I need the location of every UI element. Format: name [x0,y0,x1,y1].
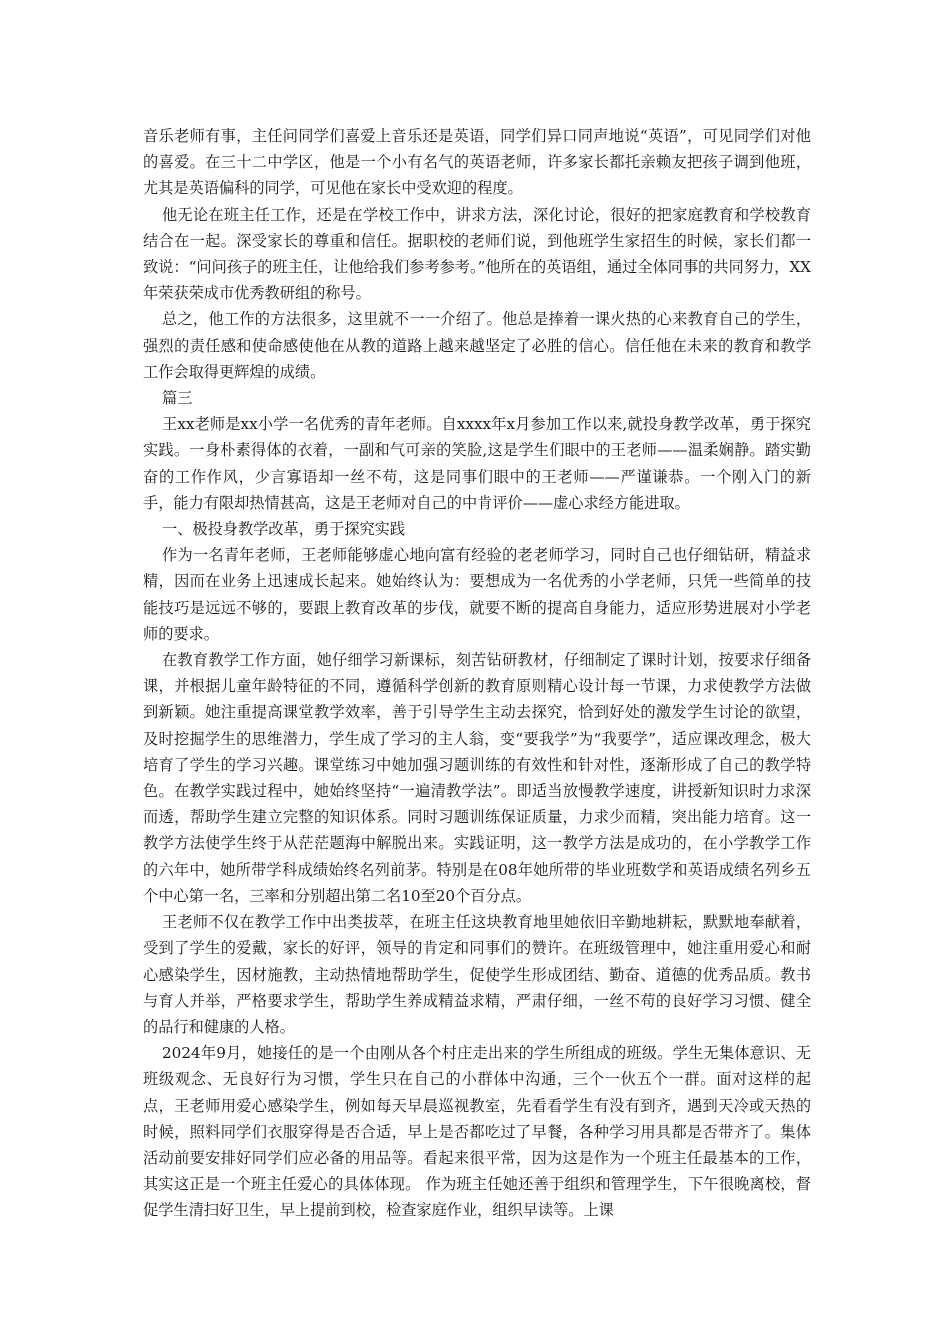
paragraph: 王xx老师是xx小学一名优秀的青年老师。自xxxx年x月参加工作以来,就投身教学改革，勇于探究实践。一身朴素得体的衣着，一副和气可亲的笑脸,这是学生们眼中的王老师——温柔娴静。踏实勤奋的工作作风，少言寡语却一丝不苟，这是同事们眼中的王老师——严谨谦恭。一个刚入门的新手，能力有限却热情甚高，这是王老师对自己的中肯评价——虚心求经方能进取。 [143,415,811,512]
paragraph: 音乐老师有事，主任问同学们喜爱上音乐还是英语，同学们异口同声地说“英语”，可见同学们对他的喜爱。在三十二中学区，他是一个小有名气的英语老师，许多家长都托亲赖友把孩子调到他班，尤其是英语偏科的同学，可见他在家长中受欢迎的程度。 [143,127,811,198]
paragraph: 他无论在班主任工作，还是在学校工作中，讲求方法，深化讨论，很好的把家庭教育和学校教育结合在一起。深受家长的尊重和信任。据职校的老师们说，到他班学生家招生的时候，家长们都一致说：“问问孩子的班主任，让他给我们参考参考。”他所在的英语组，通过全体同事的共同努力，XX年荣获荣成市优秀教研组的称号。 [143,205,811,303]
section-title: 篇三 [162,389,193,408]
paragraph: 在教育教学工作方面，她仔细学习新课标，刻苦钻研教材，仔细制定了课时计划，按要求仔细备课，并根据儿童年龄特征的不同，遵循科学创新的教育原则精心设计每一节课，力求使教学方法做到新颖。她注重提高课堂教学效率，善于引导学生主动去探究，恰到好处的激发学生讨论的欲望，及时挖掘学生的思维潜力，学生成了学习的主人翁，变“要我学”为“我要学”，适应课改理念，极大培育了学生的学习兴趣。课堂练习中她加强习题训练的有效性和针对性，逐渐形成了自己的教学特色。在教学实践过程中，她始终坚持“一遍清教学法”。即适当放慢教学速度，讲授新知识时力求深而透，帮助学生建立完整的知识体系。同时习题训练保证质量，力求少而精，突出能力培育。这一教学方法使学生终于从茫茫题海中解脱出来。实践证明，这一教学方法是成功的，在小学教学工作的六年中，她所带学科成绩始终名列前茅。特别是在08年她所带的毕业班数学和英语成绩名列乡五个中心第一名，三率和分别超出第二名10至20个百分点。 [143,651,811,905]
paragraph: 王老师不仅在教学工作中出类拔萃，在班主任这块教育地里她依旧辛勤地耕耘，默默地奉献着，受到了学生的爱戴，家长的好评，领导的肯定和同事们的赞许。在班级管理中，她注重用爱心和耐心感染学生，因材施教，主动热情地帮助学生，促使学生形成团结、勤奋、道德的优秀品质。教书与育人并举，严格要求学生，帮助学生养成精益求精，严肃仔细，一丝不苟的良好学习习惯、健全的品行和健康的人格。 [143,913,811,1036]
section-heading: 一、极投身教学改革，勇于探究实践 [162,520,405,539]
paragraph: 2024年9月，她接任的是一个由刚从各个村庄走出来的学生所组成的班级。学生无集体意识、无班级观念、无良好行为习惯，学生只在自己的小群体中沟通，三个一伙五个一群。面对这样的起点，王老师用爱心感染学生，例如每天早晨巡视教室，先看看学生有没有到齐，遇到天冷或天热的时候，照料同学们衣服穿得是否合适，早上是否都吃过了早餐，各种学习用具都是否带齐了。集体活动前要安排好同学们应必备的用品等。看起来很平常，因为这是作为一个班主任最基本的工作，其实这正是一个班主任爱心的具体体现。 作为班主任她还善于组织和管理学生，下午很晚离校，督促学生清扫好卫生，早上提前到校，检查家庭作业，组织早读等。上课 [143,1044,811,1220]
document-body [143,123,811,1224]
paragraph: 作为一名青年老师，王老师能够虚心地向富有经验的老老师学习，同时自己也仔细钻研，精益求精，因而在业务上迅速成长起来。她始终认为：要想成为一名优秀的小学老师，只凭一些简单的技能技巧是远远不够的，要跟上教育改革的步伐，就要不断的提高自身能力，适应形势进展对小学老师的要求。 [143,546,811,643]
paragraph: 总之，他工作的方法很多，这里就不一一介绍了。他总是捧着一课火热的心来教育自己的学生，强烈的责任感和使命感使他在从教的道路上越来越坚定了必胜的信心。信任他在未来的教育和教学工作会取得更辉煌的成绩。 [143,310,811,381]
